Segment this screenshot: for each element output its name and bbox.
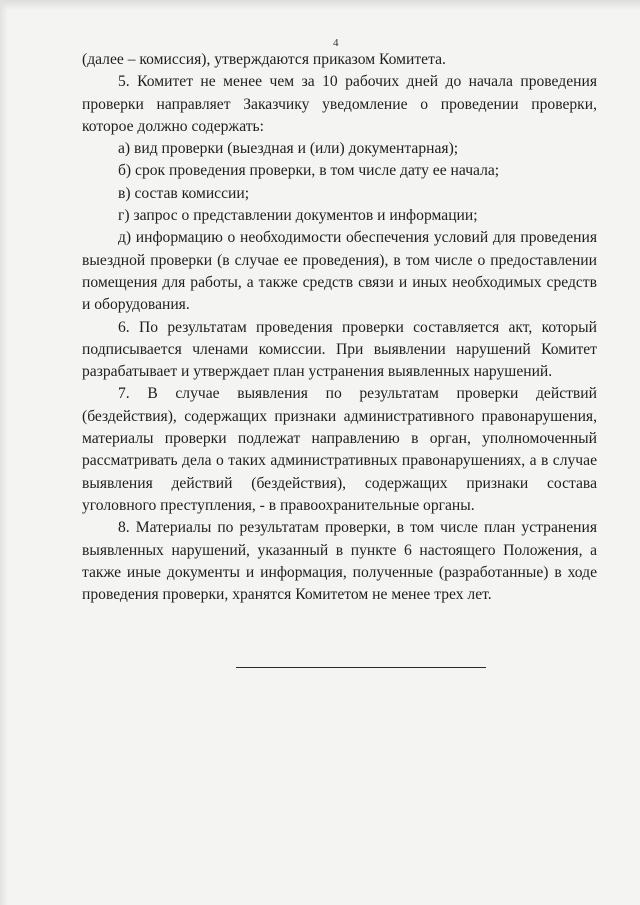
paragraph-item-7: 7. В случае выявления по результатам проверки действий (бездействия), содержащих признаки административного правонарушения, материалы проверки подлежат направлению в орган, уполномоченный рассматривать дела о таких административных правонарушениях, а в случае выявления действий (бездействия), содержащих признаки состава уголовного преступления, - в правоохранительные органы. [82, 385, 597, 514]
paragraph-item-8: 8. Материалы по результатам проверки, в том числе план устранения выявленных нарушений, указанный в пункте 6 настоящего Положения, а также иные документы и информация, полученные (разработанные) в ходе проведения проверки, хранятся Комитетом не менее трех лет. [82, 519, 597, 604]
list-item-d: д) информацию о необходимости обеспечения условий для проведения выездной проверки (в случае ее проведения), в том числе о предоставлении помещения для работы, а также средств связи и иных необходимых средств и оборудования. [82, 229, 597, 314]
closing-divider-line [236, 667, 486, 668]
page-number: 4 [333, 37, 339, 49]
list-item-g: г) запрос о представлении документов и информации; [118, 207, 478, 225]
list-item-b: б) срок проведения проверки, в том числе дату ее начала; [118, 162, 500, 180]
paragraph-item-5: 5. Комитет не менее чем за 10 рабочих дней до начала проведения проверки направляет Заказчику уведомление о проведении проверки, которое должно содержать: [82, 73, 597, 135]
document-body [82, 49, 597, 606]
scan-edge-shadow [0, 0, 640, 10]
list-item-a: а) вид проверки (выездная и (или) документарная); [118, 140, 459, 158]
scan-left-edge-shadow [0, 0, 8, 905]
paragraph-continuation: (далее – комиссия), утверждаются приказом Комитета. [82, 51, 446, 68]
paragraph-item-6: 6. По результатам проведения проверки составляется акт, который подписывается членами комиссии. При выявлении нарушений Комитет разрабатывает и утверждает план устранения выявленных нарушений. [82, 318, 597, 381]
list-item-v: в) состав комиссии; [118, 184, 250, 202]
